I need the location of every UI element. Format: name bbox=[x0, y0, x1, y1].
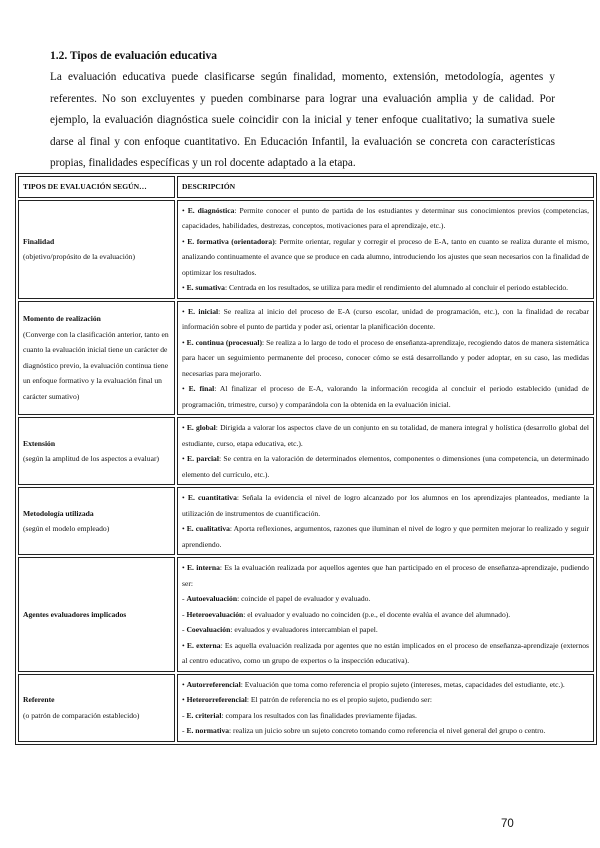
evaluation-types-table bbox=[15, 173, 597, 745]
bullet: • bbox=[182, 337, 187, 347]
type-subtitle: (o patrón de comparación establecido) bbox=[23, 710, 140, 720]
type-title: Referente bbox=[23, 695, 55, 704]
item-text: : coincide el papel de evaluador y evaluado. bbox=[237, 594, 371, 603]
item-text: : Se realiza al inicio del proceso de E-A (curso escolar, unidad de programación, etc.), con la finalidad de recabar información sobre el punto de partida y poder así, orientar la planificación docente. bbox=[182, 306, 589, 331]
description-item bbox=[182, 708, 589, 724]
bullet: • bbox=[182, 563, 187, 572]
bullet: - bbox=[182, 625, 187, 634]
table-row bbox=[18, 487, 594, 555]
item-term: E. global bbox=[186, 423, 216, 432]
bullet: • bbox=[182, 695, 187, 704]
table-row bbox=[18, 417, 594, 485]
item-term: E. criterial bbox=[186, 710, 222, 720]
description-cell bbox=[177, 417, 594, 485]
bullet: - bbox=[182, 710, 187, 720]
intro-paragraph: La evaluación educativa puede clasificarse según finalidad, momento, extensión, metodología, agentes y referentes. No son excluyentes y pueden combinarse para lograr una evaluación amplia y de calidad. Por ejemplo, la evaluación diagnóstica suele coincidir con la inicial y tener enfoque cualitativo; la sumativa suele darse al final y con enfoque cuantitativo. En Educación Infantil, la evaluación se concreta con características propias, finalidades específicas y un rol docente adaptado a la etapa. bbox=[50, 71, 555, 169]
type-cell bbox=[18, 301, 175, 416]
item-term: E. parcial bbox=[187, 454, 219, 463]
description-item bbox=[182, 304, 589, 335]
description-item bbox=[182, 280, 589, 296]
item-term: E. cualitativa bbox=[186, 524, 230, 533]
item-text: : compara los resultados con las finalidades previamente fijadas. bbox=[221, 710, 417, 720]
item-text: : El patrón de referencia no es el propio sujeto, pudiendo ser: bbox=[246, 695, 433, 704]
table-row bbox=[18, 200, 594, 299]
description-item bbox=[182, 420, 589, 451]
type-cell bbox=[18, 417, 175, 485]
description-item bbox=[182, 692, 589, 708]
bullet: - bbox=[182, 594, 187, 603]
item-term: E. final bbox=[188, 384, 215, 393]
type-title: Momento de realización bbox=[23, 314, 101, 324]
item-term: E. continua (procesual) bbox=[186, 337, 262, 347]
type-cell bbox=[18, 557, 175, 672]
description-item bbox=[182, 490, 589, 521]
bullet: • bbox=[182, 679, 187, 689]
header-description: DESCRIPCIÓN bbox=[177, 176, 594, 198]
type-subtitle: (según la amplitud de los aspectos a evaluar) bbox=[23, 454, 160, 463]
page-number: 70 bbox=[501, 818, 514, 830]
type-title: Extensión bbox=[23, 438, 56, 448]
bullet: • bbox=[182, 205, 188, 215]
type-cell bbox=[18, 674, 175, 742]
table-row bbox=[18, 557, 594, 672]
item-term: E. externa bbox=[186, 640, 221, 650]
item-text: : Dirigida a valorar los aspectos clave de un conjunto en su totalidad, de manera integral y holística (desarrollo global del estudiante, curso, etapa educativa, etc.). bbox=[182, 423, 590, 448]
bullet: • bbox=[182, 640, 187, 650]
item-term: Coevaluación bbox=[186, 625, 231, 634]
bullet: • bbox=[182, 454, 188, 463]
description-item bbox=[182, 677, 589, 693]
type-subtitle: (según el modelo empleado) bbox=[23, 524, 110, 533]
type-title: Agentes evaluadores implicados bbox=[23, 609, 127, 619]
description-item bbox=[182, 560, 589, 591]
section-heading: 1.2. Tipos de evaluación educativa bbox=[50, 50, 217, 62]
description-cell bbox=[177, 301, 594, 416]
description-item bbox=[182, 451, 589, 482]
item-text: : Es la evaluación realizada por aquellos agentes que han participado en el proceso de enseñanza-aprendizaje, pudiendo ser: bbox=[182, 563, 589, 588]
description-item bbox=[182, 591, 589, 607]
item-term: E. diagnóstica bbox=[187, 205, 235, 215]
type-subtitle: (objetivo/propósito de la evaluación) bbox=[23, 252, 135, 261]
item-text: : el evaluador y evaluado no coinciden (p.e., el docente evalúa el avance del alumnado). bbox=[243, 609, 511, 619]
item-text: : Aporta reflexiones, argumentos, razones que iluminan el nivel de logro y que permiten mejorar lo realizado y seguir aprendiendo. bbox=[182, 524, 590, 549]
table-header-row bbox=[18, 176, 594, 198]
description-item bbox=[182, 203, 589, 234]
bullet: • bbox=[182, 493, 188, 502]
item-text: : Al finalizar el proceso de E-A, valorando la información recogida al concluir el periodo establecido (unidad de programación, trimestre, curso) y comparándola con la obtenida en la evaluación inicial. bbox=[182, 384, 589, 409]
item-text: : realiza un juicio sobre un sujeto concreto tomando como referencia el nivel general del grupo o centro. bbox=[229, 726, 546, 735]
item-term: Heteroevaluación bbox=[186, 609, 244, 619]
item-term: Autorreferencial bbox=[186, 679, 241, 689]
description-cell bbox=[177, 674, 594, 742]
description-item bbox=[182, 521, 589, 552]
description-cell bbox=[177, 557, 594, 672]
bullet: • bbox=[182, 524, 187, 533]
item-term: E. sumativa bbox=[186, 283, 225, 292]
bullet: - bbox=[182, 609, 187, 619]
item-term: E. formativa (orientadora) bbox=[187, 236, 275, 246]
item-term: E. normativa bbox=[186, 726, 230, 735]
item-term: E. interna bbox=[186, 563, 220, 572]
item-text: : Se realiza a lo largo de todo el proceso de enseñanza-aprendizaje, recogiendo datos de manera sistemática para hacer un seguimiento permanente del proceso, conocer cómo se está desarrollando y poder adoptar, en su caso, las medidas necesarias para mejorarlo. bbox=[182, 337, 589, 378]
bullet: • bbox=[182, 306, 189, 316]
type-title: Metodología utilizada bbox=[23, 508, 94, 518]
item-term: E. inicial bbox=[188, 306, 219, 316]
item-text: : Permite orientar, regular y corregir el proceso de E-A, tanto en cuanto se realiza durante el mismo, analizando continuamente el avance que se produce en cada alumno, introduciendo los ajustes que sean necesarios con la finalidad de optimizar los resultados. bbox=[182, 236, 589, 277]
header-types: TIPOS DE EVALUACIÓN SEGÚN… bbox=[18, 176, 175, 198]
item-text: : Se centra en la valoración de determinados elementos, componentes o dimensiones (una competencia, un determinado elemento del currículo, etc.). bbox=[182, 454, 589, 479]
item-text: : Centrada en los resultados, se utiliza para medir el rendimiento del alumnado al concluir el periodo establecido. bbox=[224, 283, 569, 292]
type-title: Finalidad bbox=[23, 236, 55, 246]
bullet: • bbox=[182, 283, 187, 292]
item-text: : Es aquella evaluación realizada por agentes que no están implicados en el proceso de enseñanza-aprendizaje (externos al centro educativo, como un grupo de expertos o la inspección educativa). bbox=[182, 640, 589, 665]
type-cell bbox=[18, 487, 175, 555]
description-item bbox=[182, 723, 589, 739]
table-row bbox=[18, 674, 594, 742]
description-cell bbox=[177, 487, 594, 555]
bullet: • bbox=[182, 236, 188, 246]
item-term: Heterorreferencial bbox=[186, 695, 247, 704]
description-item bbox=[182, 638, 589, 669]
description-item bbox=[182, 381, 589, 412]
bullet: - bbox=[182, 726, 187, 735]
item-text: : Señala la evidencia el nivel de logro alcanzado por los alumnos en los aprendizajes planteados, mediante la utilización de instrumentos de cuantificación. bbox=[182, 493, 589, 518]
item-text: : Evaluación que toma como referencia el propio sujeto (intereses, metas, capacidades del estudiante, etc.). bbox=[240, 679, 565, 689]
bullet: • bbox=[182, 423, 187, 432]
description-item bbox=[182, 335, 589, 382]
bullet: • bbox=[182, 384, 189, 393]
description-item bbox=[182, 622, 589, 638]
item-term: Autoevaluación bbox=[186, 594, 238, 603]
description-item bbox=[182, 234, 589, 281]
type-cell bbox=[18, 200, 175, 299]
table-row bbox=[18, 301, 594, 416]
item-text: : evaluados y evaluadores intercambian el papel. bbox=[230, 625, 378, 634]
description-cell bbox=[177, 200, 594, 299]
type-subtitle: (Converge con la clasificación anterior, tanto en cuanto la evaluación inicial tiene un carácter de diagnóstico previo, la evaluación continua tiene un enfoque formativo y la evaluación final un carácter sumativo) bbox=[23, 329, 169, 401]
item-term: E. cuantitativa bbox=[187, 493, 237, 502]
description-item bbox=[182, 607, 589, 623]
item-text: : Permite conocer el punto de partida de los estudiantes y determinar sus conocimientos previos (competencias, capacidades, habilidades, destrezas, conceptos, motivaciones para el aprendizaje, etc.). bbox=[182, 205, 590, 230]
